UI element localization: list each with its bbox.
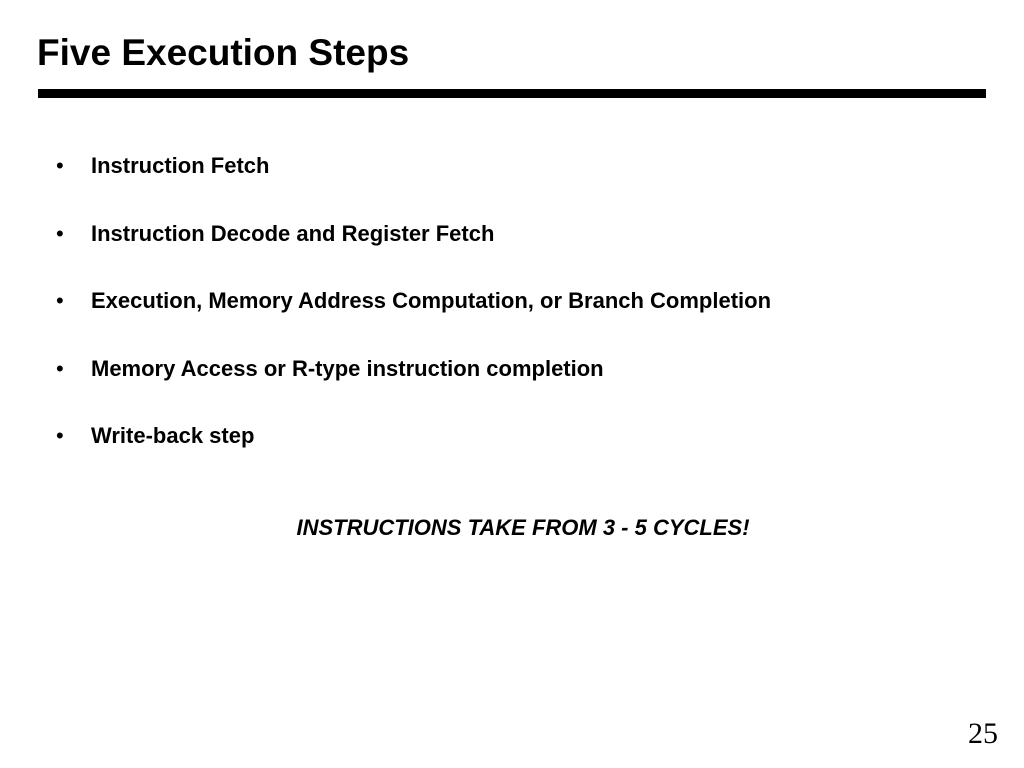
bullet-text: Instruction Fetch — [91, 153, 270, 178]
bullet-text: Memory Access or R-type instruction completion — [91, 356, 604, 381]
bullet-text: Execution, Memory Address Computation, or Branch Completion — [91, 288, 772, 313]
bullet-item-instruction-decode — [0, 217, 1024, 251]
bullet-dot-icon: • — [56, 356, 64, 381]
bullet-dot-icon: • — [56, 221, 64, 246]
slide-title: Five Execution Steps — [37, 32, 410, 73]
bullet-item-write-back — [0, 419, 1024, 453]
title-divider — [38, 89, 986, 98]
bullet-text: Instruction Decode and Register Fetch — [91, 221, 495, 246]
bullet-dot-icon: • — [56, 423, 64, 448]
bullet-dot-icon: • — [56, 153, 64, 178]
cycles-note: INSTRUCTIONS TAKE FROM 3 - 5 CYCLES! — [296, 515, 750, 540]
page-number: 25 — [968, 717, 998, 750]
bullet-item-instruction-fetch — [0, 149, 1024, 183]
bullet-item-execution — [0, 284, 1024, 318]
bullet-item-memory-access — [0, 352, 1024, 386]
bullet-text: Write-back step — [91, 423, 255, 448]
bullet-dot-icon: • — [56, 288, 64, 313]
